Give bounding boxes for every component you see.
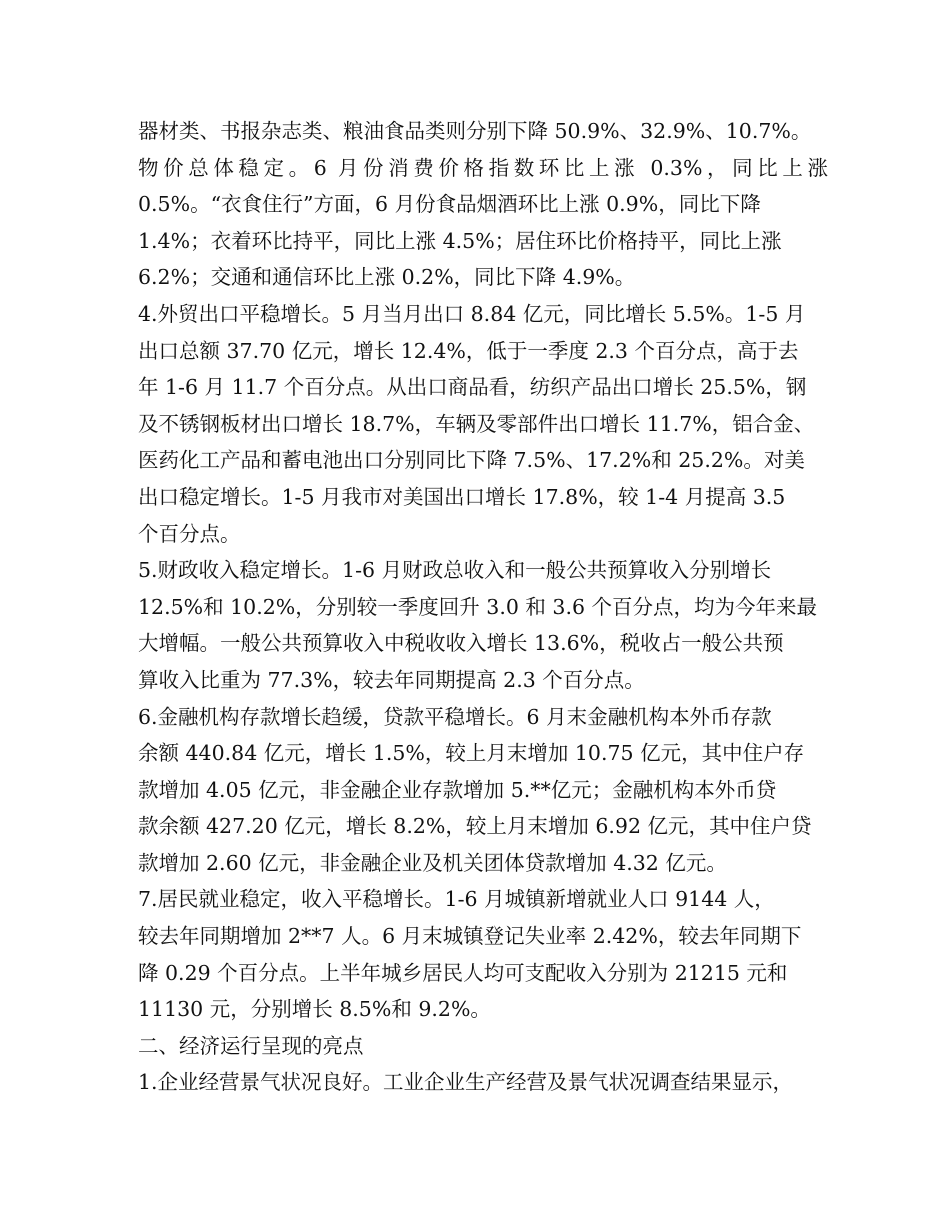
text-line: 款增加 2.60 亿元，非金融企业及机关团体贷款增加 4.32 亿元。	[138, 850, 727, 875]
document-body	[138, 113, 828, 1101]
text-line: 较去年同期增加 2**7 人。6 月末城镇登记失业率 2.42%，较去年同期下	[138, 924, 802, 949]
text-line: 个百分点。	[138, 521, 241, 546]
chapter-heading: 二、经济运行呈现的亮点	[138, 1033, 364, 1058]
section-heading-5: 5.财政收入稳定增长。1-6 月财政总收入和一般公共预算收入分别增长	[138, 558, 772, 583]
text-line: 12.5%和 10.2%，分别较一季度回升 3.0 和 3.6 个百分点，均为今年来最	[138, 594, 818, 619]
text-line: 余额 440.84 亿元，增长 1.5%，较上月末增加 10.75 亿元，其中住户存	[138, 741, 805, 766]
text-line: 0.5%。“衣食住行”方面，6 月份食品烟酒环比上涨 0.9%，同比下降	[138, 192, 761, 217]
text-line: 及不锈钢板材出口增长 18.7%，车辆及零部件出口增长 11.7%，铝合金、	[138, 411, 815, 436]
text-line: 出口稳定增长。1-5 月我市对美国出口增长 17.8%，较 1-4 月提高 3.5	[138, 484, 786, 509]
text-line: 1.企业经营景气状况良好。工业企业生产经营及景气状况调查结果显示，	[138, 1070, 794, 1095]
text-line: 医药化工产品和蓄电池出口分别同比下降 7.5%、17.2%和 25.2%。对美	[138, 448, 805, 473]
section-heading-4: 4.外贸出口平稳增长。5 月当月出口 8.84 亿元，同比增长 5.5%。1-5 月	[138, 301, 806, 326]
text-line: 11130 元，分别增长 8.5%和 9.2%。	[138, 997, 491, 1022]
text-line: 器材类、书报杂志类、粮油食品类则分别下降 50.9%、32.9%、10.7%。	[138, 119, 812, 143]
text-line: 款余额 427.20 亿元，增长 8.2%，较上月末增加 6.92 亿元，其中住户贷	[138, 814, 812, 839]
text-line: 算收入比重为 77.3%，较去年同期提高 2.3 个百分点。	[138, 667, 645, 692]
text-line: 大增幅。一般公共预算收入中税收收入增长 13.6%，税收占一般公共预	[138, 631, 784, 656]
text-line: 年 1-6 月 11.7 个百分点。从出口商品看，纺织产品出口增长 25.5%，钢	[138, 375, 807, 400]
section-heading-7: 7.居民就业稳定，收入平稳增长。1-6 月城镇新增就业人口 9144 人，	[138, 887, 775, 912]
text-line: 降 0.29 个百分点。上半年城乡居民人均可支配收入分别为 21215 元和	[138, 960, 788, 985]
section-heading-6: 6.金融机构存款增长趋缓，贷款平稳增长。6 月末金融机构本外币存款	[138, 704, 772, 729]
text-line: 1.4%；衣着环比持平，同比上涨 4.5%；居住环比价格持平，同比上涨	[138, 228, 782, 253]
text-line: 款增加 4.05 亿元，非金融企业存款增加 5.**亿元；金融机构本外币贷	[138, 777, 777, 802]
text-line: 物价总体稳定。6 月份消费价格指数环比上涨 0.3%，同比上涨	[138, 155, 828, 180]
text-line: 6.2%；交通和通信环比上涨 0.2%，同比下降 4.9%。	[138, 265, 636, 290]
text-line: 出口总额 37.70 亿元，增长 12.4%，低于一季度 2.3 个百分点，高于去	[138, 338, 799, 363]
